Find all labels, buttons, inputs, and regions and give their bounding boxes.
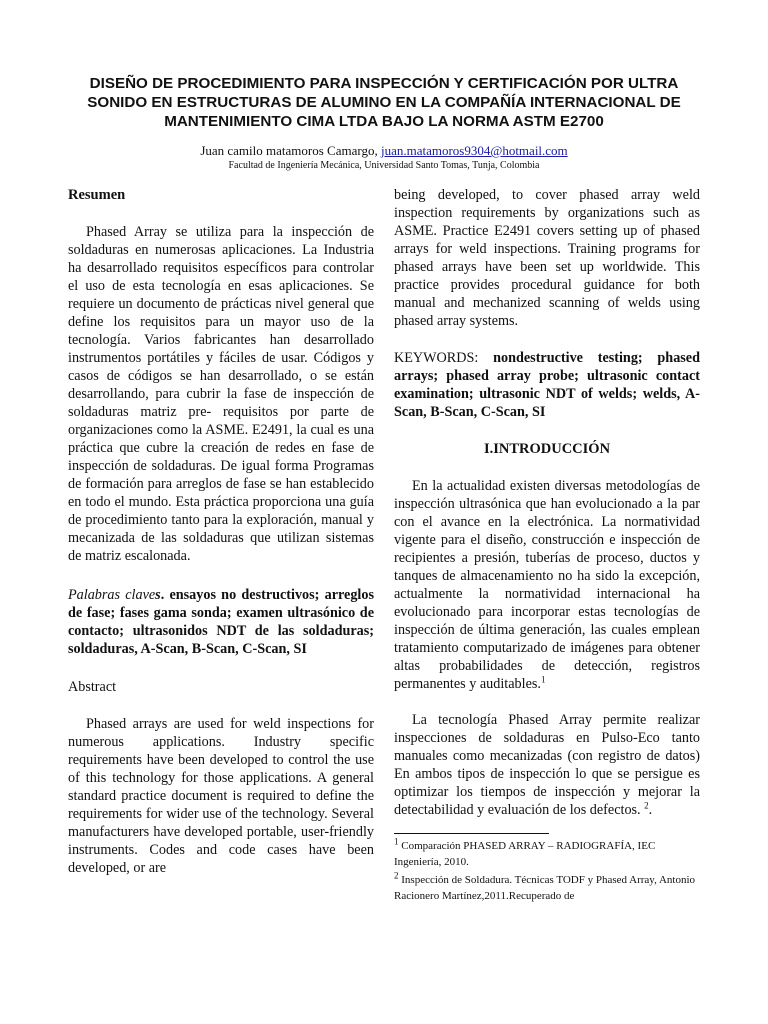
author-email-link[interactable]: juan.matamoros9304@hotmail.com — [380, 143, 568, 158]
title-line: DISEÑO DE PROCEDIMIENTO PARA INSPECCIÓN Y CERTIFICACIÓN POR ULTRA — [89, 75, 679, 92]
intro-paragraph-2 — [394, 711, 700, 819]
intro-paragraph-1 — [394, 477, 700, 693]
abstract-body-continued: being developed, to cover phased array weld inspection requirements by organizations such as ASME. Practice E2491 covers setting up of phased arrays for weld inspections. Training programs for phased arrays have been set up worldwide. This practice provides procedural guidance for both manual and mechanized scanning of welds using phased array systems. — [394, 187, 700, 329]
abstract-body: Phased arrays are used for weld inspections for numerous applications. Industry specific requirements have been developed to control the use of this technology for those applications. A general standard practice document is required to define the requirements for wider use of the technology. Several manufacturers have developed portable, user-friendly instruments. Codes and code cases have been developed, or are — [68, 716, 374, 876]
footnote-ref-2[interactable]: 2 — [644, 800, 649, 811]
intro-paragraph-2-end: . — [648, 802, 653, 818]
author-line — [60, 143, 708, 159]
palabras-clave — [68, 586, 374, 658]
palabras-clave-terms: ensayos no destructivos; arreglos de fase; fases gama sonda; examen ultrasónico de contacto; ultrasonidos NDT de las soldaduras; soldaduras, A-Scan, B-Scan, C-Scan, SI — [68, 587, 374, 657]
footnote-1-text: Comparación PHASED ARRAY – RADIOGRAFÍA, IEC Ingeniería, 2010. — [394, 840, 656, 868]
section-heading-introduccion: I.INTRODUCCIÓN — [483, 441, 611, 457]
left-column — [68, 186, 374, 877]
keywords — [394, 349, 700, 421]
title-line: MANTENIMIENTO CIMA LTDA BAJO LA NORMA ASTM E2700 — [164, 113, 604, 130]
intro-paragraph-2-text: La tecnología Phased Array permite realizar inspecciones de soldaduras en Pulso-Eco tanto manuales como mecanizadas (con registro de datos) En ambos tipos de inspección lo que se persigue es optimizar los tiempos de inspección y mejorar la detectabilidad y evaluación de los defectos. — [394, 712, 700, 818]
resumen-heading: Resumen — [68, 187, 126, 203]
footnote-ref-1[interactable]: 1 — [540, 674, 546, 685]
footnote-1-number: 1 — [394, 836, 399, 847]
right-column — [394, 186, 700, 904]
keywords-label: KEYWORDS: — [394, 350, 494, 366]
abstract-heading: Abstract — [68, 679, 117, 695]
title-line: SONIDO EN ESTRUCTURAS DE ALUMINO EN LA COMPAÑÍA INTERNACIONAL DE — [87, 94, 681, 111]
paper-title — [60, 74, 708, 131]
palabras-clave-label: Palabras clave — [68, 587, 156, 603]
palabras-clave-dot: . — [160, 587, 165, 603]
intro-paragraph-1-text: En la actualidad existen diversas metodologías de inspección ultrasónica que han evolucionado a la par con el avance en la electrónica. La normatividad vigente para el diseño, construcción e inspección de recipientes a presión, tuberías de proceso, ductos y tanques de almacenamiento no ha sido la excepción, actualmente la normatividad internacional ha evolucionado para incorporar estas tecnologías de inspección de última generación, las cuales emplean tratamiento computarizado de imágenes para obtener altas probabilidades de detección, registros permanentes y auditables. — [394, 478, 700, 692]
footnote-2-number: 2 — [394, 870, 399, 881]
resumen-body: Phased Array se utiliza para la inspección de soldaduras en numerosas aplicaciones. La Industria ha desarrollado requisitos específicos para controlar el uso de esta tecnología en esas aplicaciones. Se requiere un documento de prácticas nivel general que define los requisitos para un mayor uso de la tecnología. Varios fabricantes han desarrollado instrumentos portátiles y fáciles de usar. Códigos y casos de códigos se han desarrollado, o se están desarrollando, para cubrir la fase de inspección de soldaduras matriz pre- requisitos por parte de organizaciones como la ASME. E2491, la cual es una práctica que cubre la creación de redes en fase de inspección de soldaduras. De igual forma Programas de formación para arreglos de fase se han establecido en todo el mundo. Esta práctica proporciona una guía de procedimiento tanto para la exploración, manual y mecanizada de las soldaduras que utilizan sistemas de matriz escalonada. — [68, 224, 374, 564]
palabras-clave-label-suffix: s — [155, 587, 161, 603]
footnote-2-text: Inspección de Soldadura. Técnicas TODF y Phased Array, Antonio Racionero Martínez,2011.Recuperado de — [394, 874, 696, 902]
author-name: Juan camilo matamoros Camargo, — [200, 143, 381, 158]
keywords-terms: nondestructive testing; phased arrays; phased array probe; ultrasonic contact examination; ultrasonic NDT of welds; welds, A-Scan, B-Scan, C-Scan, SI — [394, 350, 700, 420]
footnote-1 — [394, 838, 700, 870]
footnote-2 — [394, 872, 700, 904]
footnote-divider — [394, 833, 549, 834]
author-affiliation: Facultad de Ingeniería Mecánica, Universidad Santo Tomas, Tunja, Colombia — [228, 160, 540, 171]
